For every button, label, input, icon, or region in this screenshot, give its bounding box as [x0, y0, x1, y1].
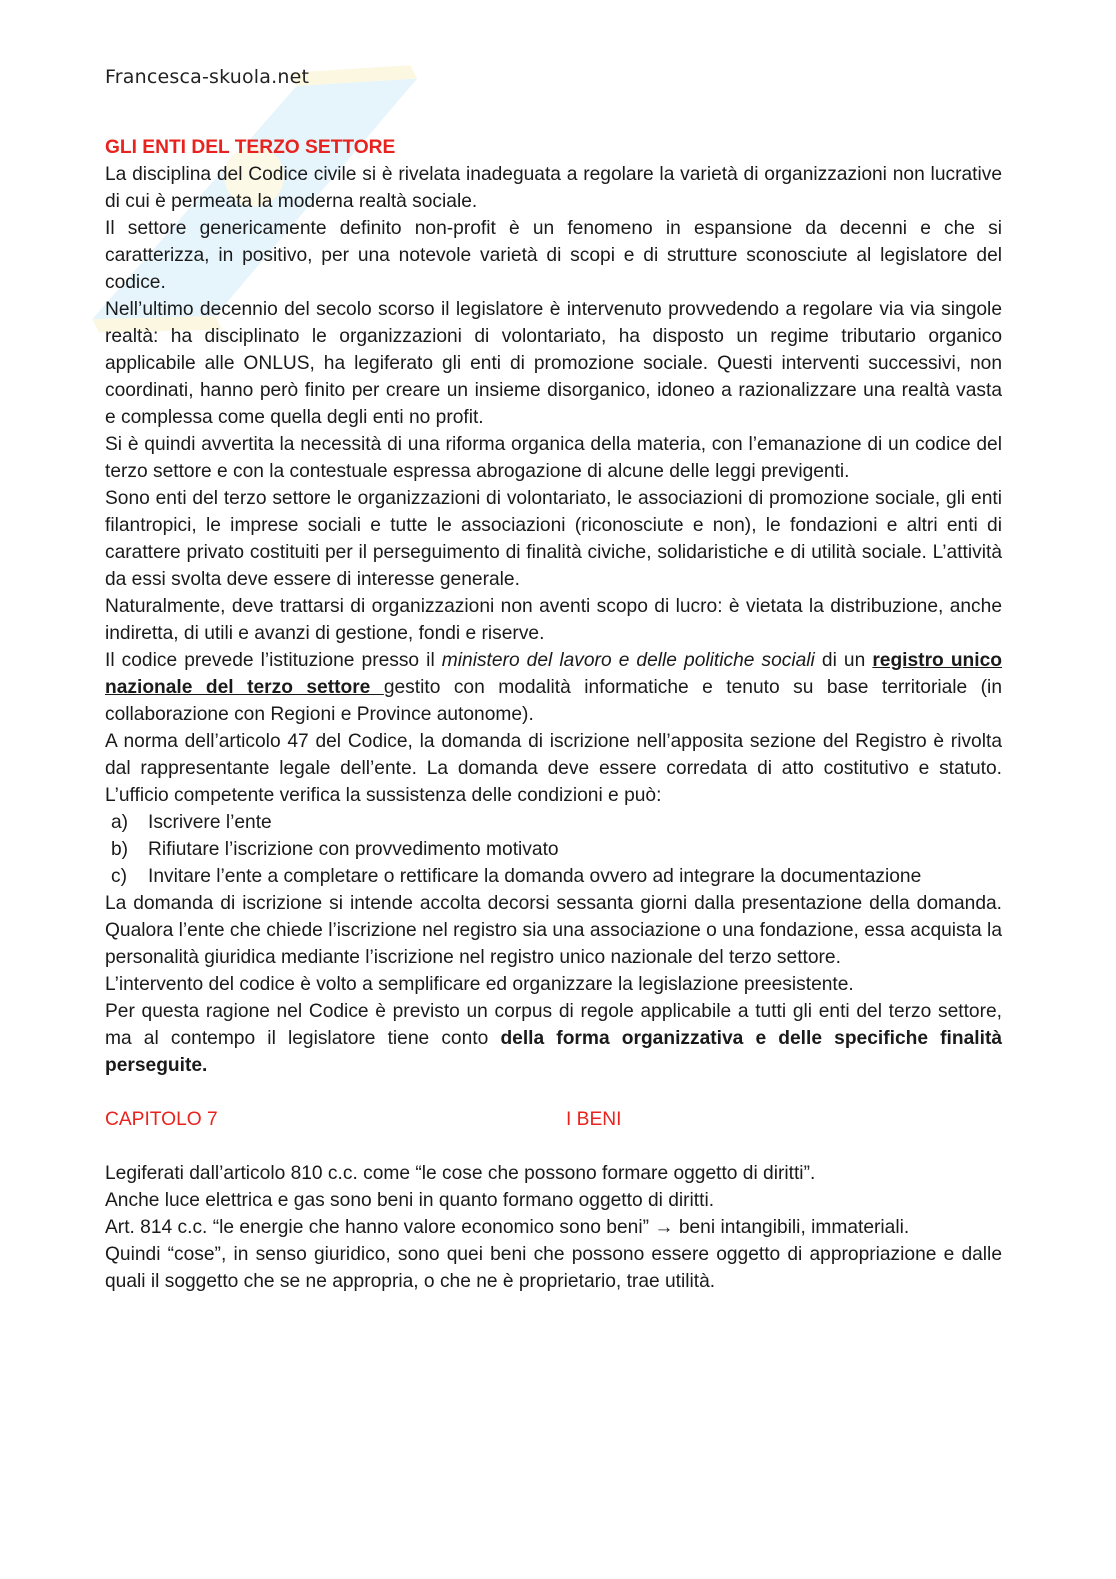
paragraph-registry — [105, 647, 1002, 728]
paragraph: Si è quindi avvertita la necessità di una riforma organica della materia, con l’emanazione di un codice del terzo settore e con la contestuale espressa abrogazione di alcune delle leggi previgenti. — [105, 434, 1002, 482]
list-item — [105, 809, 1002, 836]
paragraph: Nell’ultimo decennio del secolo scorso il legislatore è intervenuto provvedendo a regolare via via singole realtà: ha disciplinato le organizzazioni di volontariato, ha disposto un regime tributario organico applicabile alle ONLUS, ha legiferato gli enti di promozione sociale. Questi interventi successivi, non coordinati, hanno però finito per creare un insieme disorganico, idoneo a razionalizzare una realtà vasta e complessa come quella degli enti no profit. — [105, 299, 1002, 428]
list-text: Rifiutare l’iscrizione con provvedimento motivato — [148, 839, 559, 860]
site-header: Francesca-skuola.net — [105, 66, 310, 88]
options-list — [105, 809, 1002, 890]
document-body — [105, 134, 1002, 1295]
paragraph: Legiferati dall’articolo 810 c.c. come “le cose che possono formare oggetto di diritti”. — [105, 1163, 816, 1184]
registry-name: registro unico nazionale del terzo settore — [105, 650, 1002, 698]
paragraph: A norma dell’articolo 47 del Codice, la domanda di iscrizione nell’apposita sezione del Registro è rivolta dal rappresentante legale dell’ente. La domanda deve essere corredata di atto costitutivo e statuto. L’ufficio competente verifica la sussistenza delle condizioni e può: — [105, 731, 1002, 806]
text-run: Il codice prevede l’istituzione presso il — [105, 650, 442, 671]
list-item — [105, 863, 1002, 890]
text-run: di un — [814, 650, 873, 671]
paragraph: La disciplina del Codice civile si è rivelata inadeguata a regolare la varietà di organizzazioni non lucrative di cui è permeata la moderna realtà sociale. — [105, 164, 1002, 212]
arrow-right-icon: → — [654, 1217, 674, 1238]
text-run: Art. 814 c.c. “le energie che hanno valore economico sono beni” — [105, 1217, 655, 1238]
list-marker: b) — [111, 839, 129, 860]
section-title: GLI ENTI DEL TERZO SETTORE — [105, 137, 396, 158]
list-marker: c) — [111, 866, 127, 887]
list-text: Iscrivere l’ente — [148, 812, 272, 833]
paragraph-art-814 — [105, 1214, 1002, 1241]
paragraph: L’intervento del codice è volto a semplificare ed organizzare la legislazione preesistente. — [105, 974, 854, 995]
chapter-number: CAPITOLO 7 — [105, 1109, 218, 1130]
paragraph: Quindi “cose”, in senso giuridico, sono quei beni che possono essere oggetto di appropriazione e dalle quali il soggetto che se ne appropria, o che ne è proprietario, trae utilità. — [105, 1244, 1002, 1292]
chapter-heading — [105, 1106, 1002, 1133]
text-run: gestito con modalità informatiche e tenuto su base territoriale (in collaborazione con Regioni e Province autonome). — [105, 677, 1002, 725]
text-run: Per questa ragione nel Codice è previsto un corpus di regole applicabile a tutti gli enti del terzo settore, ma al contempo il legislatore tiene conto — [105, 1001, 1002, 1049]
paragraph-conclusion — [105, 998, 1002, 1079]
paragraph: Sono enti del terzo settore le organizzazioni di volontariato, le associazioni di promozione sociale, gli enti filantropici, le imprese sociali e tutte le associazioni (riconosciute e non), le fondazioni e altri enti di carattere privato costituiti per il perseguimento di finalità civiche, solidaristiche e di utilità sociale. L’attività da essi svolta deve essere di interesse generale. — [105, 488, 1002, 590]
chapter-title: I BENI — [566, 1109, 622, 1130]
bold-text: della forma organizzativa e delle specifiche finalità perseguite. — [105, 1028, 1002, 1076]
ministry-name: ministero del lavoro e delle politiche sociali — [441, 650, 815, 671]
list-item — [105, 836, 1002, 863]
paragraph: Naturalmente, deve trattarsi di organizzazioni non aventi scopo di lucro: è vietata la distribuzione, anche indiretta, di utili e avanzi di gestione, fondi e riserve. — [105, 596, 1002, 644]
paragraph: Il settore genericamente definito non-profit è un fenomeno in espansione da decenni e che si caratterizza, in positivo, per una notevole varietà di scopi e di strutture sconosciute al legislatore del codice. — [105, 218, 1002, 293]
paragraph: Anche luce elettrica e gas sono beni in quanto formano oggetto di diritti. — [105, 1190, 715, 1211]
text-run: beni intangibili, immateriali. — [673, 1217, 910, 1238]
paragraph: La domanda di iscrizione si intende accolta decorsi sessanta giorni dalla presentazione della domanda. Qualora l’ente che chiede l’iscrizione nel registro sia una associazione o una fondazione, essa acquista la personalità giuridica mediante l’iscrizione nel registro unico nazionale del terzo settore. — [105, 893, 1002, 968]
list-marker: a) — [111, 812, 129, 833]
list-text: Invitare l’ente a completare o rettificare la domanda ovvero ad integrare la documentazione — [148, 866, 922, 887]
